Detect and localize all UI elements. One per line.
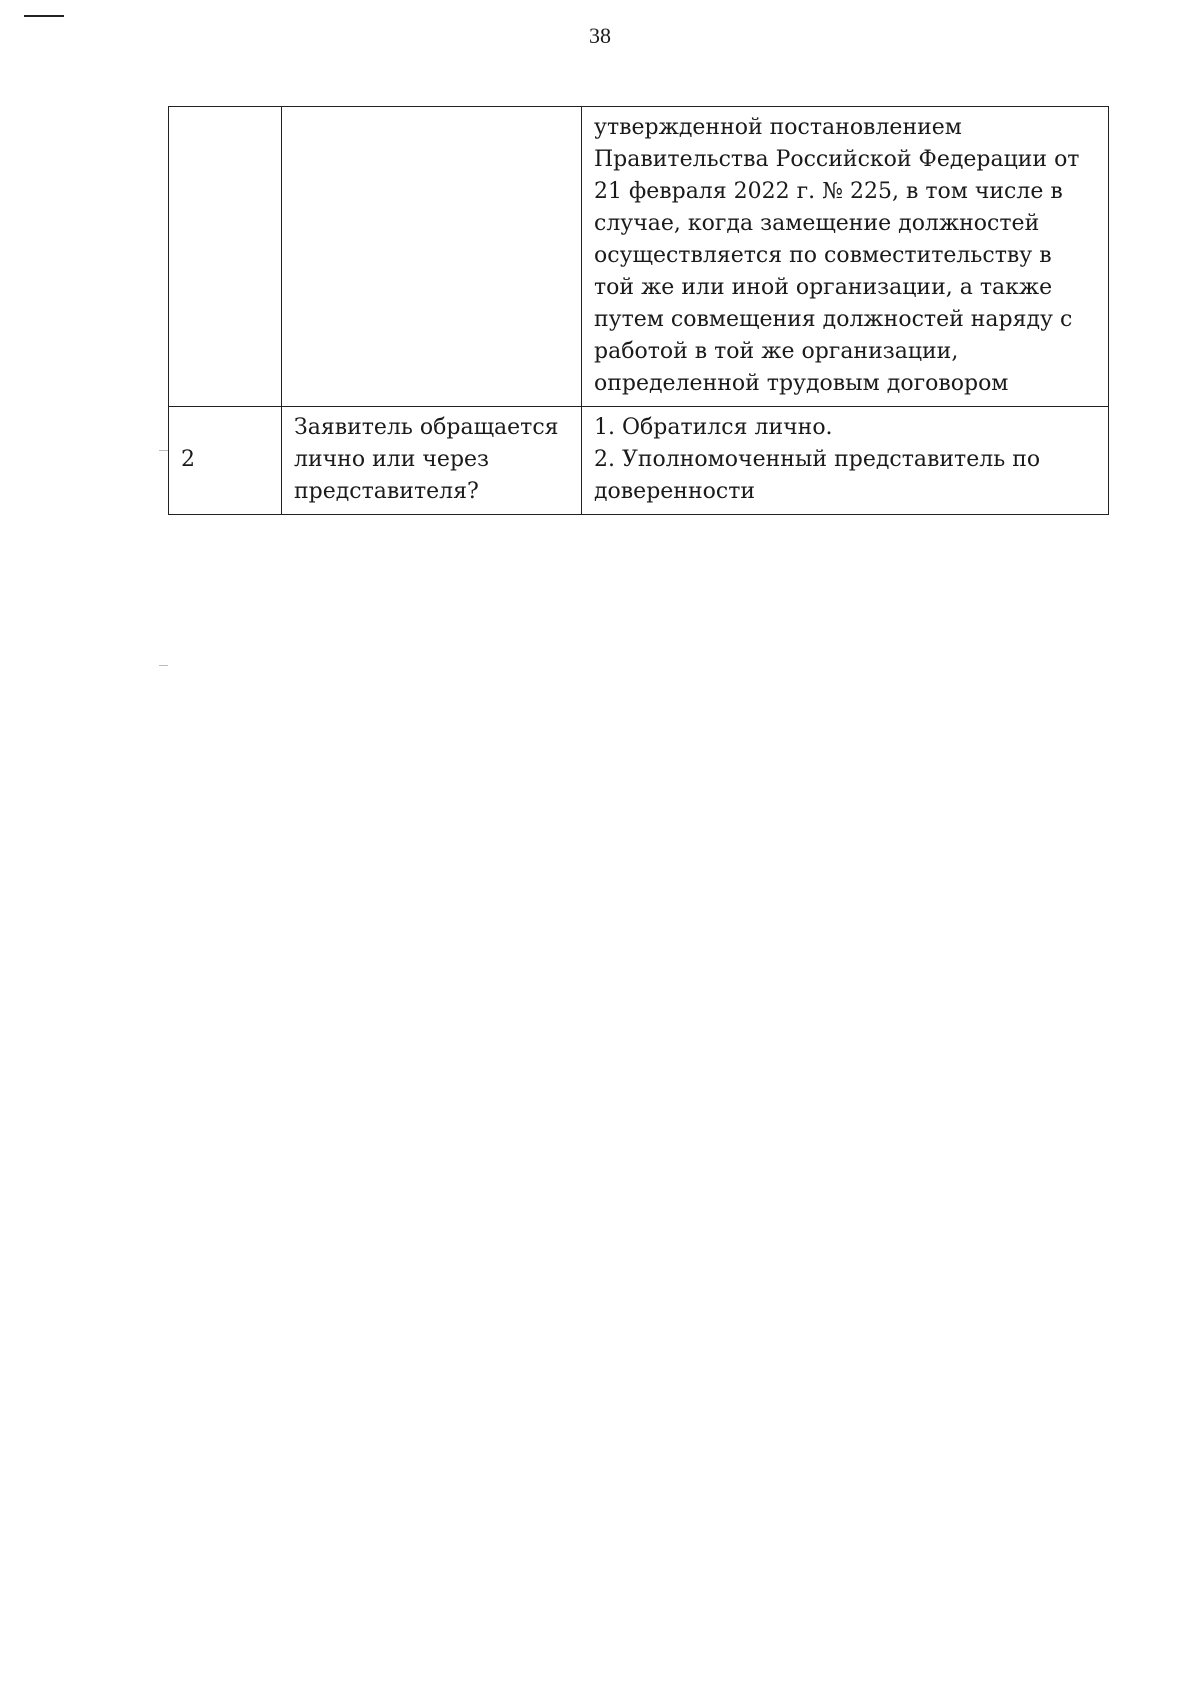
document-table [168,106,1109,515]
answer-cell [582,407,1109,515]
answer-line: той же или иной организации, а также [594,275,1053,300]
table-row [169,107,1109,407]
answer-line: доверенности [594,479,756,504]
question-line: лично или через [294,447,490,472]
answer-line: 21 февраля 2022 г. № 225, в том числе в [594,179,1063,204]
answer-cell [582,107,1109,407]
scan-corner-mark [24,15,64,17]
answer-line: случае, когда замещение должностей [594,211,1040,236]
answer-line: осуществляется по совместительству в [594,243,1052,268]
answer-line: определенной трудовым договором [594,371,1009,396]
question-line: Заявитель обращается [294,415,559,440]
page-number: 38 [589,23,611,48]
answer-line: 1. Обратился лично. [594,415,833,440]
answer-line: путем совмещения должностей наряду с [594,307,1073,332]
row-number-cell: 2 [169,407,282,515]
table-row [169,407,1109,515]
scan-margin-tick [159,665,168,666]
row-number-cell [169,107,282,407]
answer-line: работой в той же организации, [594,339,959,364]
answer-line: Правительства Российской Федерации от [594,147,1080,172]
scan-margin-tick [159,450,168,451]
question-cell [282,107,582,407]
answer-line: 2. Уполномоченный представитель по [594,447,1041,472]
answer-line: утвержденной постановлением [594,115,962,140]
question-line: представителя? [294,479,479,504]
question-cell [282,407,582,515]
